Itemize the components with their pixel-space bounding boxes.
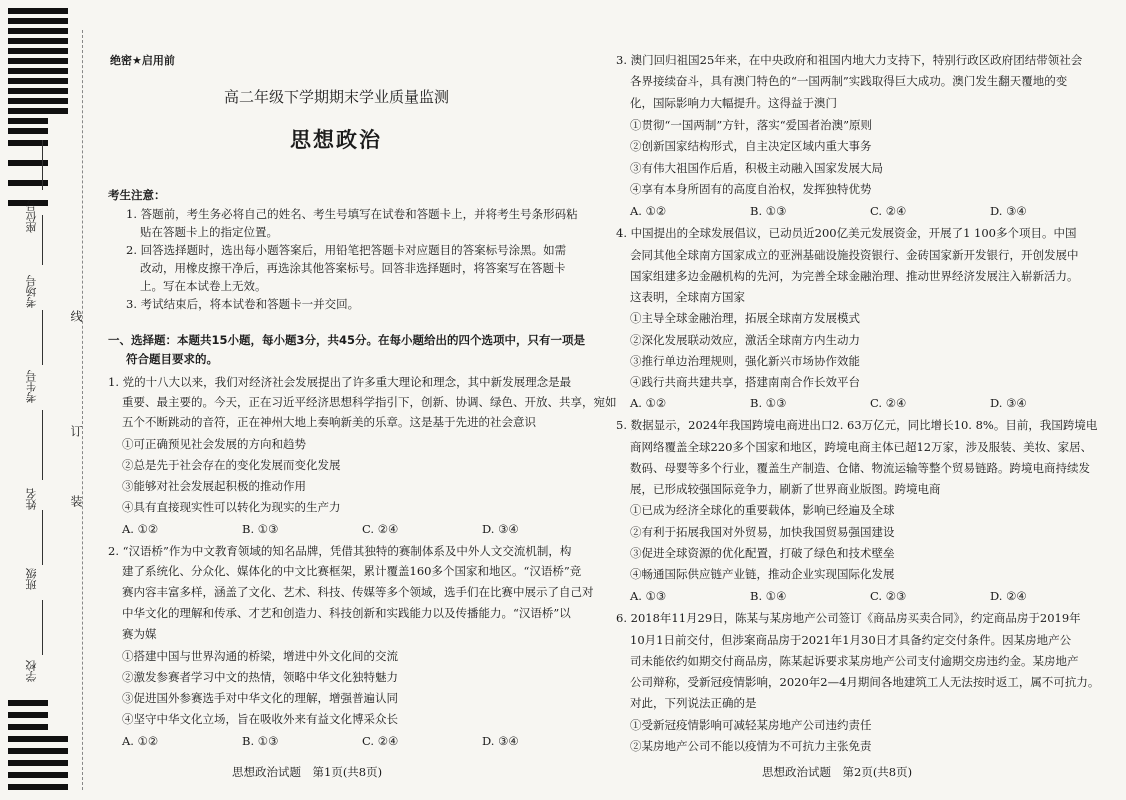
question-text: 各界接续奋斗，具有澳门特色的“一国两制”实践取得巨大成功。澳门发生翻天覆地的变 — [630, 74, 1068, 88]
notice-line: 1. 答题前，考生务必将自己的姓名、考生号填写在试卷和答题卡上，并将考生号条形码粘 — [126, 207, 578, 221]
statement: ④享有本身所固有的高度自治权，发挥独特优势 — [630, 182, 872, 196]
statement: ②深化发展联动效应，激活全球南方内生动力 — [630, 333, 860, 347]
question-text: 这表明，全球南方国家 — [630, 290, 745, 304]
statement: ①搭建中国与世界沟通的桥梁，增进中外文化间的交流 — [122, 649, 398, 663]
school-label: 学校 — [25, 660, 38, 682]
statement: ④具有直接现实性可以转化为现实的生产力 — [122, 500, 341, 514]
statement: ④践行共商共建共享，搭建南南合作长效平台 — [630, 375, 860, 389]
statement: ②创新国家结构形式，自主决定区域内重大事务 — [630, 139, 872, 153]
section-heading: 符合题目要求的。 — [126, 352, 218, 366]
question-text: 赛内容丰富多样，涵盖了文化、艺术、科技、传媒等多个领域，选手们在比赛中展示了自己对 — [122, 585, 594, 599]
question-text: 会同其他全球南方国家成立的亚洲基础设施投资银行、金砖国家新开发银行，开创发展中 — [630, 248, 1079, 262]
statement: ②某房地产公司不能以疫情为不可抗力主张免责 — [630, 739, 872, 753]
question-text: 中华文化的理解和传承、才艺和创造力、科技创新和实践能力以及传播能力。“汉语桥”以 — [122, 606, 571, 620]
seat-line — [42, 140, 44, 190]
option-b: B. ①③ — [750, 204, 787, 218]
name-label: 姓名 — [25, 488, 38, 510]
question-text: 数码、母婴等多个行业，覆盖生产制造、仓储、物流运输等整个贸易链路。跨境电商持续发 — [630, 461, 1090, 475]
page-footer: 思想政治试题 第2页(共8页) — [762, 765, 913, 779]
page-footer: 思想政治试题 第1页(共8页) — [232, 765, 383, 779]
option-d: D. ③④ — [482, 734, 519, 748]
statement: ④畅通国际供应链产业链，推动企业实现国际化发展 — [630, 567, 895, 581]
option-b: B. ①③ — [242, 734, 279, 748]
question-text: 1. 党的十八大以来，我们对经济社会发展提出了许多重大理论和理念，其中新发展理念是最 — [108, 375, 572, 389]
statement: ①贯彻“一国两制”方针，落实“爱国者治澳”原则 — [630, 118, 873, 132]
option-b: B. ①③ — [750, 396, 787, 410]
question-text: 公司辩称，受新冠疫情影响，2020年2—4月期间各地建筑工人无法按时返工，属不可抗力。 — [630, 675, 1100, 689]
class-label: 班级 — [25, 568, 38, 590]
notice-line: 2. 回答选择题时，选出每小题答案后，用铅笔把答题卡对应题目的答案标号涂黑。如需 — [126, 243, 567, 257]
notice-line: 上。写在本试卷上无效。 — [140, 279, 267, 293]
room-number-label: 考场号 — [25, 275, 38, 308]
question-text: 3. 澳门回归祖国25年来，在中央政府和祖国内地大力支持下，特别行政区政府团结带领社会 — [616, 53, 1083, 67]
statement: ③促进国外参赛选手对中华文化的理解，增强普遍认同 — [122, 691, 398, 705]
option-c: C. ②④ — [870, 204, 907, 218]
option-a: A. ①② — [122, 734, 159, 748]
question-text: 10月1日前交付，但涉案商品房于2021年1月30日才具备约定交付条件。因某房地产公 — [630, 633, 1072, 647]
statement: ①主导全球金融治理，拓展全球南方发展模式 — [630, 311, 860, 325]
room-line — [42, 215, 44, 265]
school-line — [42, 600, 44, 655]
cut-mark-line: 线 — [69, 310, 83, 322]
option-b: B. ①④ — [750, 589, 787, 603]
option-d: D. ③④ — [990, 204, 1027, 218]
question-text: 展，已形成较强国际竞争力，刷新了世界商业版图。跨境电商 — [630, 482, 941, 496]
statement: ②有利于拓展我国对外贸易，加快我国贸易强国建设 — [630, 525, 895, 539]
student-id-line — [42, 310, 44, 365]
statement: ①受新冠疫情影响可减轻某房地产公司违约责任 — [630, 718, 872, 732]
class-line — [42, 510, 44, 565]
notice-line: 3. 考试结束后，将本试卷和答题卡一并交回。 — [126, 297, 360, 311]
question-text: 建了系统化、分众化、媒体化的中文比赛框架，累计覆盖160多个国家和地区。“汉语桥”竞 — [122, 564, 582, 578]
question-text: 重要、最主要的。今天，正在习近平经济思想科学指引下，创新、协调、绿色、开放、共享，宛如 — [122, 395, 617, 409]
notice-line: 改动，用橡皮擦干净后，再选涂其他答案标号。回答非选择题时，将答案写在答题卡 — [140, 261, 566, 275]
option-c: C. ②④ — [362, 522, 399, 536]
exam-title: 高二年级下学期期末学业质量监测 — [224, 88, 450, 106]
statement: ①已成为经济全球化的重要载体，影响已经遍及全球 — [630, 503, 895, 517]
binding-margin — [0, 0, 92, 800]
option-d: D. ③④ — [990, 396, 1027, 410]
page-1 — [104, 0, 617, 800]
question-text: 五个不断跳动的音符，正在神州大地上奏响新美的乐章。这是基于先进的社会意识 — [122, 415, 536, 429]
cut-mark-bind: 订 — [69, 425, 83, 437]
statement: ③能够对社会发展起积极的推动作用 — [122, 479, 306, 493]
cut-dashed-line — [82, 30, 83, 790]
name-line — [42, 410, 44, 480]
question-text: 对此，下列说法正确的是 — [630, 696, 757, 710]
seat-number-label: 座位号 — [25, 200, 38, 233]
statement: ②激发参赛者学习中文的热情，领略中华文化独特魅力 — [122, 670, 398, 684]
question-text: 4. 中国提出的全球发展倡议，已动员近200亿美元发展资金，开展了1 100多个项目。中国 — [616, 226, 1077, 240]
notice-line: 贴在答题卡上的指定位置。 — [140, 225, 278, 239]
statement: ②总是先于社会存在的变化发展而变化发展 — [122, 458, 341, 472]
option-d: D. ③④ — [482, 522, 519, 536]
question-text: 赛为媒 — [122, 627, 157, 641]
option-c: C. ②④ — [870, 396, 907, 410]
statement: ④坚守中华文化立场，旨在吸收外来有益文化博采众长 — [122, 712, 398, 726]
page-2 — [612, 0, 1112, 800]
question-text: 化，国际影响力大幅提升。这得益于澳门 — [630, 96, 837, 110]
question-text: 5. 数据显示，2024年我国跨境电商进出口2. 63万亿元，同比增长10. 8%。目前，我国跨境电 — [616, 418, 1098, 432]
option-a: A. ①② — [122, 522, 159, 536]
option-d: D. ②④ — [990, 589, 1027, 603]
question-text: 司未能依约如期交付商品房，陈某起诉要求某房地产公司支付逾期交房违约金。某房地产 — [630, 654, 1079, 668]
option-c: C. ②③ — [870, 589, 907, 603]
statement: ③有伟大祖国作后盾，积极主动融入国家发展大局 — [630, 161, 883, 175]
cut-mark-fold: 装 — [69, 495, 83, 507]
option-b: B. ①③ — [242, 522, 279, 536]
question-text: 国家组建多边金融机构的先河，为完善全球金融治理、推动世界经济发展注入崭新活力。 — [630, 269, 1079, 283]
option-c: C. ②④ — [362, 734, 399, 748]
option-a: A. ①② — [630, 396, 667, 410]
question-text: 商网络覆盖全球220多个国家和地区，跨境电商主体已超12万家，涉及服装、美妆、家居、 — [630, 440, 1093, 454]
student-id-label: 考生号 — [25, 370, 38, 403]
section-heading: 一、选择题：本题共15小题，每小题3分，共45分。在每小题给出的四个选项中，只有一项是 — [108, 333, 586, 347]
confidential-label: 绝密★启用前 — [110, 54, 175, 67]
question-text: 2. “汉语桥”作为中文教育领域的知名品牌，凭借其独特的赛制体系及中外人文交流机制，构 — [108, 544, 572, 558]
subject-title: 思想政治 — [290, 128, 382, 152]
option-a: A. ①② — [630, 204, 667, 218]
statement: ①可正确预见社会发展的方向和趋势 — [122, 437, 306, 451]
notice-title: 考生注意： — [108, 188, 166, 202]
question-text: 6. 2018年11月29日，陈某与某房地产公司签订《商品房买卖合同》，约定商品房于2019年 — [616, 611, 1081, 625]
statement: ③推行单边治理规则，强化新兴市场协作效能 — [630, 354, 860, 368]
statement: ③促进全球资源的优化配置，打破了绿色和技术壁垒 — [630, 546, 895, 560]
option-a: A. ①③ — [630, 589, 667, 603]
